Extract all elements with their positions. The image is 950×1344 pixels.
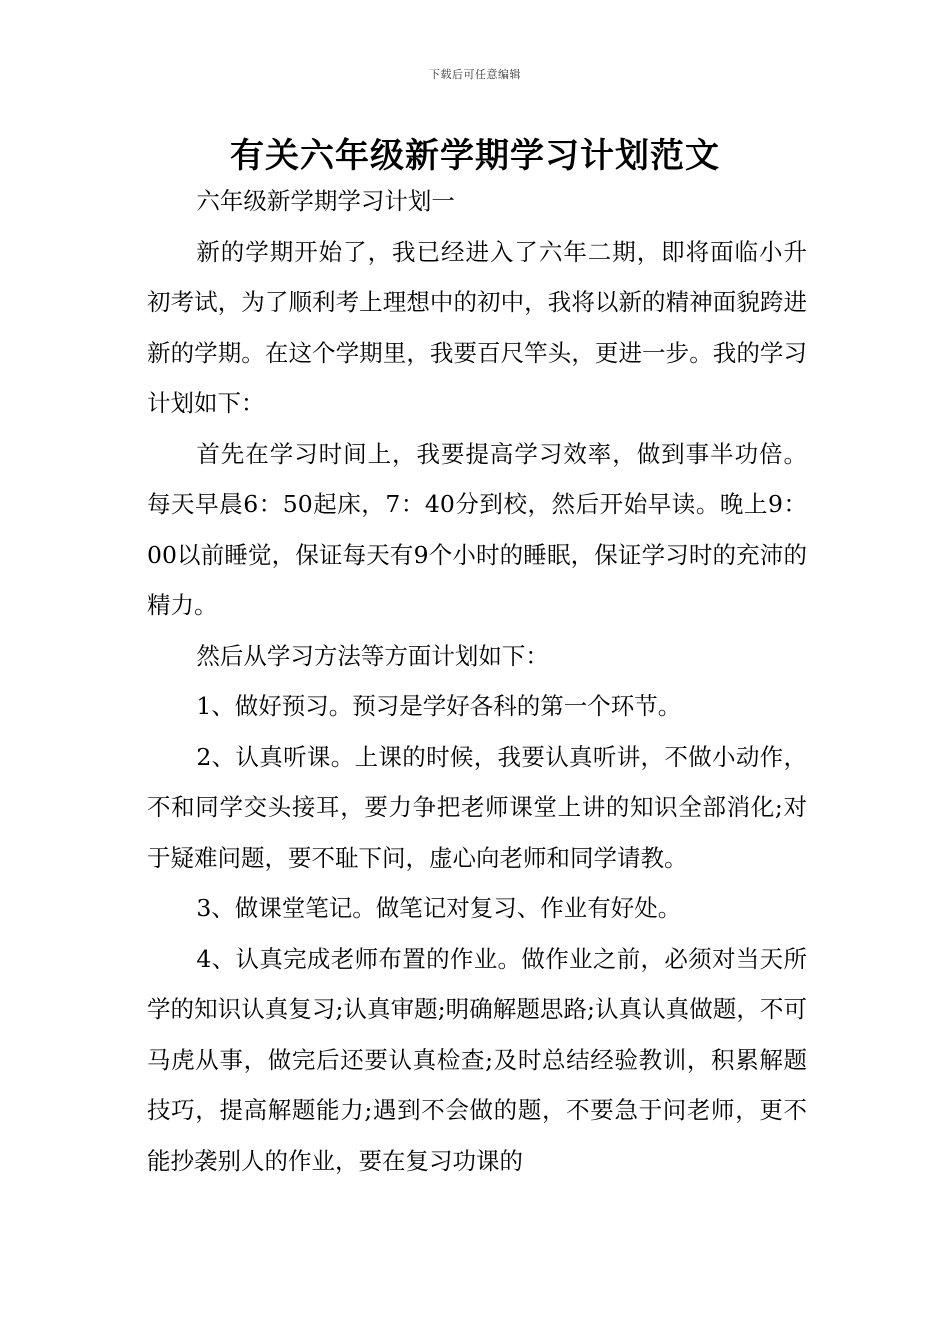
paragraph-schedule: 首先在学习时间上，我要提高学习效率，做到事半功倍。每天早晨6：50起床，7：40分到校，然后开始早读。晚上9：00以前睡觉，保证每天有9个小时的睡眠，保证学习时的充沛的精力。	[147, 439, 807, 619]
document-title: 有关六年级新学期学习计划范文	[230, 136, 720, 176]
section-subheading: 六年级新学期学习计划一	[196, 187, 455, 215]
paragraph-intro: 新的学期开始了，我已经进入了六年二期，即将面临小升初考试，为了顺利考上理想中的初中，我将以新的精神面貌跨进新的学期。在这个学期里，我要百尺竿头，更进一步。我的学习计划如下：	[147, 237, 807, 417]
paragraph-method-intro: 然后从学习方法等方面计划如下：	[196, 641, 549, 670]
list-item-listen: 2、认真听课。上课的时候，我要认真听讲，不做小动作，不和同学交头接耳，要力争把老师课堂上讲的知识全部消化;对于疑难问题，要不耻下问，虚心向老师和同学请教。	[147, 742, 807, 872]
document-body	[147, 176, 807, 1186]
list-item-preview: 1、做好预习。预习是学好各科的第一个环节。	[196, 692, 682, 720]
list-item-notes: 3、做课堂笔记。做笔记对复习、作业有好处。	[196, 894, 682, 922]
download-note: 下载后可任意编辑	[429, 68, 521, 81]
list-item-homework: 4、认真完成老师布置的作业。做作业之前，必须对当天所学的知识认真复习;认真审题;明确解题思路;认真认真做题，不可马虎从事，做完后还要认真检查;及时总结经验教训，积累解题技巧，提高解题能力;遇到不会做的题，不要急于问老师，更不能抄袭别人的作业，要在复习功课的	[147, 944, 807, 1175]
